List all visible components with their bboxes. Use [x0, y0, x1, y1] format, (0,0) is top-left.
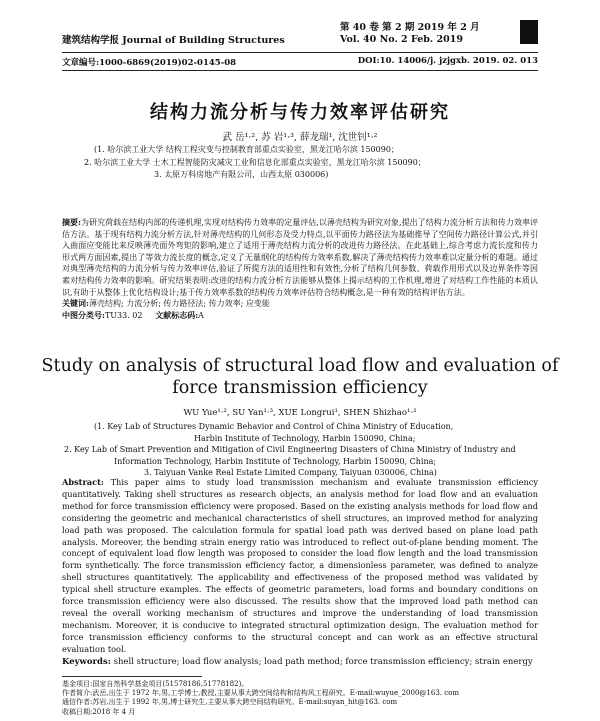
footnote-author: 作者简介:武岳,出生于 1972 年,男,工学博士,教授,主要从事大跨空间结构和结构风工程研究。E-mail:wuyue_2000@163. com — [62, 689, 460, 698]
cn-authors: 武 岳¹·², 苏 岩¹·³, 薛龙瑞¹, 沈世钊¹·² — [222, 132, 378, 143]
en-affiliation: Information Technology, Harbin Institute of Technology, Harbin 150090, China; — [114, 456, 437, 466]
en-keywords-label: Keywords: — [62, 657, 111, 667]
en-affiliation: 3. Taiyuan Vanke Real Estate Limited Company, Taiyuan 030006, China) — [144, 468, 437, 477]
cn-abstract: 为研究荷载在结构内部的传递机理,实现对结构传力效率的定量评估,以薄壳结构为研究对象,提出了结构力流分析方法和传力效率评估方法。基于现有结构力流分析方法,针对薄壳结构的几何形态及受力特点,以平面传力路径法为基础推导了空间传力路径计算公式,并引入曲面应变能比来反映薄壳面外弯矩的影响,建立了适用于薄壳结构力流分析的改进传力路径法。在此基础上,综合考虑力流长度和传力形式两方面因素,提出了等效力流长度的概念,定义了无量纲化的结构传力效率系数,解决了薄壳结构传力效率难以定量分析的难题。通过对典型薄壳结构的力流分析与传力效率评估,验证了所提方法的适用性和有效性,分析了结构几何参数、荷载作用形式以及边界条件等因素对结构传力效率的影响。研究结果表明:改进的结构力流分析方法能够从整体上揭示结构的工作机理,增进了对结构工作性能的本质认识,有助于从整体上优化结构设计;基于传力效率系数的结构传力效率评估符合结构概念,是一种有效的结构评估方法。 — [62, 218, 538, 297]
en-abstract-label: Abstract: — [62, 477, 104, 487]
article-meta — [62, 56, 538, 68]
en-authors: WU Yue¹·², SU Yan¹·³, XUE Longrui¹, SHEN Shizhao¹·² — [183, 408, 417, 418]
clc-number: TU33. 02 — [104, 310, 143, 320]
doc-code-label: 文献标志码: — [155, 309, 199, 320]
cn-affiliations — [84, 144, 530, 182]
cn-keywords-label: 关键词: — [62, 298, 89, 309]
cn-abstract-label: 摘要: — [62, 217, 81, 227]
cn-abstract-block — [62, 217, 538, 321]
volume-en: Vol. 40 No. 2 Feb. 2019 — [340, 34, 463, 45]
cn-affiliation: 2. 哈尔滨工业大学 土木工程智能防灾减灾工业和信息化部重点实验室，黑龙江哈尔滨 150090； — [84, 157, 426, 167]
footnote-received: 收稿日期:2018 年 4 月 — [62, 707, 136, 716]
doc-code: A — [198, 310, 204, 320]
journal-name: 建筑结构学报 Journal of Building Structures — [62, 35, 285, 46]
en-affiliation: Harbin Institute of Technology, Harbin 150090, China; — [194, 433, 416, 443]
en-affiliations — [64, 421, 538, 479]
cn-keywords: 薄壳结构; 力流分析; 传力路径法; 传力效率; 应变能 — [88, 299, 270, 309]
clc-label: 中图分类号: — [62, 309, 105, 320]
en-title-line: force transmission efficiency — [172, 378, 428, 398]
en-title-line: Study on analysis of structural load flow and evaluation of — [41, 356, 559, 376]
en-abstract: This paper aims to study load transmission mechanism and evaluate transmission efficiency quantitatively. Taking shell structures as research objects, an analysis method for load flow and an evaluation method for force transmission efficiency were proposed. Based on the existing analysis methods for load flow and considering the geometric and mechanical characteristics of shell structures, an improved method for analyzing load path was proposed. The calculation formula for spatial load path was derived based on plane load path analysis. Moreover, the bending strain energy ratio was introduced to reflect out-of-plane bending moment. The concept of equivalent load flow length was proposed to consider the load flow length and the load transmission form synthetically. The force transmission efficiency factor, a dimensionless parameter, was defined to analyze shell structures quantitatively. The applicability and effectiveness of the proposed method was validated by typical shell structure examples. The effects of geometric parameters, load forms and boundary conditions on force transmission efficiency were also discussed. The results show that the improved load path method can reveal the overall working mechanism of structures and improve the understanding of load transmission mechanism. Moreover, it is conducive to integrated structural optimization design. The evaluation method for force transmission efficiency conforms to the structural concept and can work as an effective structural evaluation tool. — [62, 477, 538, 654]
journal-tag-block — [520, 20, 538, 44]
cn-affiliation: 3. 太原万科房地产有限公司，山西太原 030006) — [154, 170, 329, 179]
en-abstract-block — [62, 477, 538, 656]
en-keywords-block — [62, 657, 538, 667]
volume-info — [340, 22, 518, 46]
cn-title: 结构力流分析与传力效率评估研究 — [150, 102, 450, 123]
footnote-rule — [62, 676, 202, 677]
doi: DOI:10. 14006/j. jzjgxb. 2019. 02. 013 — [357, 56, 538, 66]
footnote-corresponding: 通信作者:苏岩,出生于 1992 年,男,博士研究生,主要从事大跨空间结构研究。E-mail:suyan_hit@163. com — [62, 698, 398, 707]
en-affiliation: (1. Key Lab of Structures Dynamic Behavior and Control of China Ministry of Education, — [94, 422, 454, 431]
header-rule — [62, 52, 538, 53]
volume-cn: 第 40 卷 第 2 期 2019 年 2 月 — [340, 22, 480, 33]
cn-affiliation: (1. 哈尔滨工业大学 结构工程灾变与控制教育部重点实验室，黑龙江哈尔滨 150090； — [94, 145, 399, 154]
en-keywords: shell structure; load flow analysis; load path method; force transmission efficiency; strain energy — [113, 657, 533, 667]
meta-rule — [62, 70, 538, 71]
article-number: 文章编号:1000-6869(2019)02-0145-08 — [62, 58, 237, 68]
en-title — [0, 355, 600, 399]
footnote-funding: 基金项目:国家自然科学基金项目(51578186,51778182)。 — [62, 680, 249, 688]
footnotes — [62, 680, 538, 717]
en-affiliation: 2. Key Lab of Smart Prevention and Mitigation of Civil Engineering Disasters of China Ministry of Industry and — [64, 445, 516, 454]
